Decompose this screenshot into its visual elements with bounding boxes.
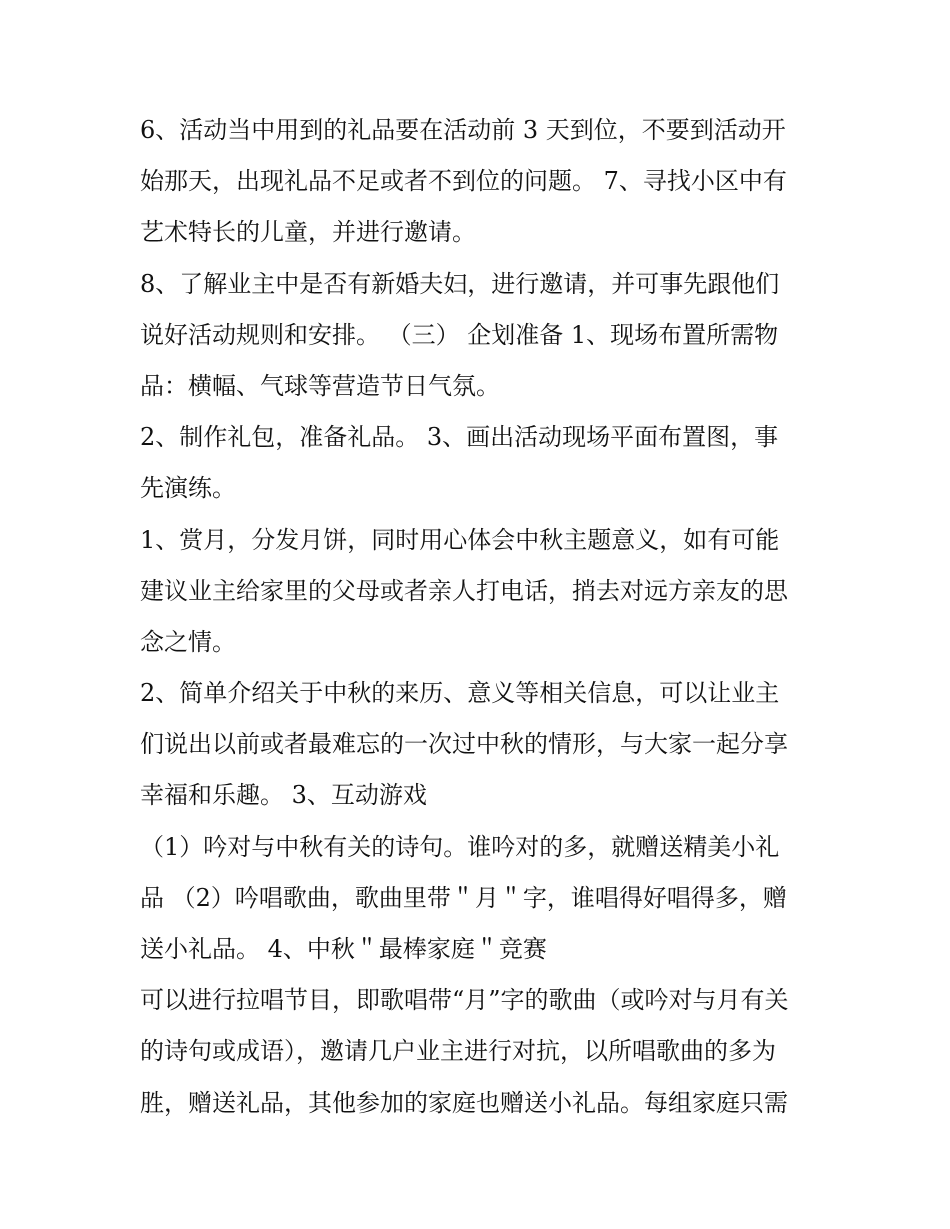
text-line: 品：横幅、气球等营造节日气氛。: [140, 371, 500, 400]
text-line: 可以进行拉唱节目，即歌唱带“月”字的歌曲（或吟对与月有关: [140, 986, 789, 1015]
text-line: 送小礼品。 4、中秋＂最棒家庭＂竞赛: [140, 935, 547, 963]
text-line: 2、制作礼包，准备礼品。 3、画出活动现场平面布置图，事: [140, 423, 779, 452]
text-line: 6、活动当中用到的礼品要在活动前 3 天到位，不要到活动开: [140, 116, 786, 144]
text-line: 2、简单介绍关于中秋的来历、意义等相关信息，可以让业主: [140, 679, 780, 708]
text-line: 胜，赠送礼品，其他参加的家庭也赠送小礼品。每组家庭只需: [140, 1088, 788, 1117]
text-line: 建议业主给家里的父母或者亲人打电话，捎去对远方亲友的思: [140, 576, 788, 605]
text-line: 1、赏月，分发月饼，同时用心体会中秋主题意义，如有可能: [140, 525, 780, 554]
document-body: [140, 105, 820, 1129]
text-line: （1）吟对与中秋有关的诗句。谁吟对的多，就赠送精美小礼: [140, 832, 780, 861]
text-line: 说好活动规则和安排。 （三） 企划准备 1、现场布置所需物: [140, 320, 779, 349]
text-line: 艺术特长的儿童，并进行邀请。: [140, 218, 476, 247]
text-line: 品 （2）吟唱歌曲，歌曲里带＂月＂字，谁唱得好唱得多，赠: [140, 883, 787, 912]
text-line: 幸福和乐趣。 3、互动游戏: [140, 781, 427, 810]
text-line: 的诗句或成语），邀请几户业主进行对抗，以所唱歌曲的多为: [140, 1037, 776, 1066]
text-line: 先演练。: [140, 474, 236, 503]
text-line: 8、了解业主中是否有新婚夫妇，进行邀请，并可事先跟他们: [140, 269, 780, 298]
text-line: 们说出以前或者最难忘的一次过中秋的情形，与大家一起分享: [140, 730, 788, 759]
text-line: 念之情。: [140, 627, 236, 656]
text-line: 始那天，出现礼品不足或者不到位的问题。 7、寻找小区中有: [140, 167, 787, 196]
